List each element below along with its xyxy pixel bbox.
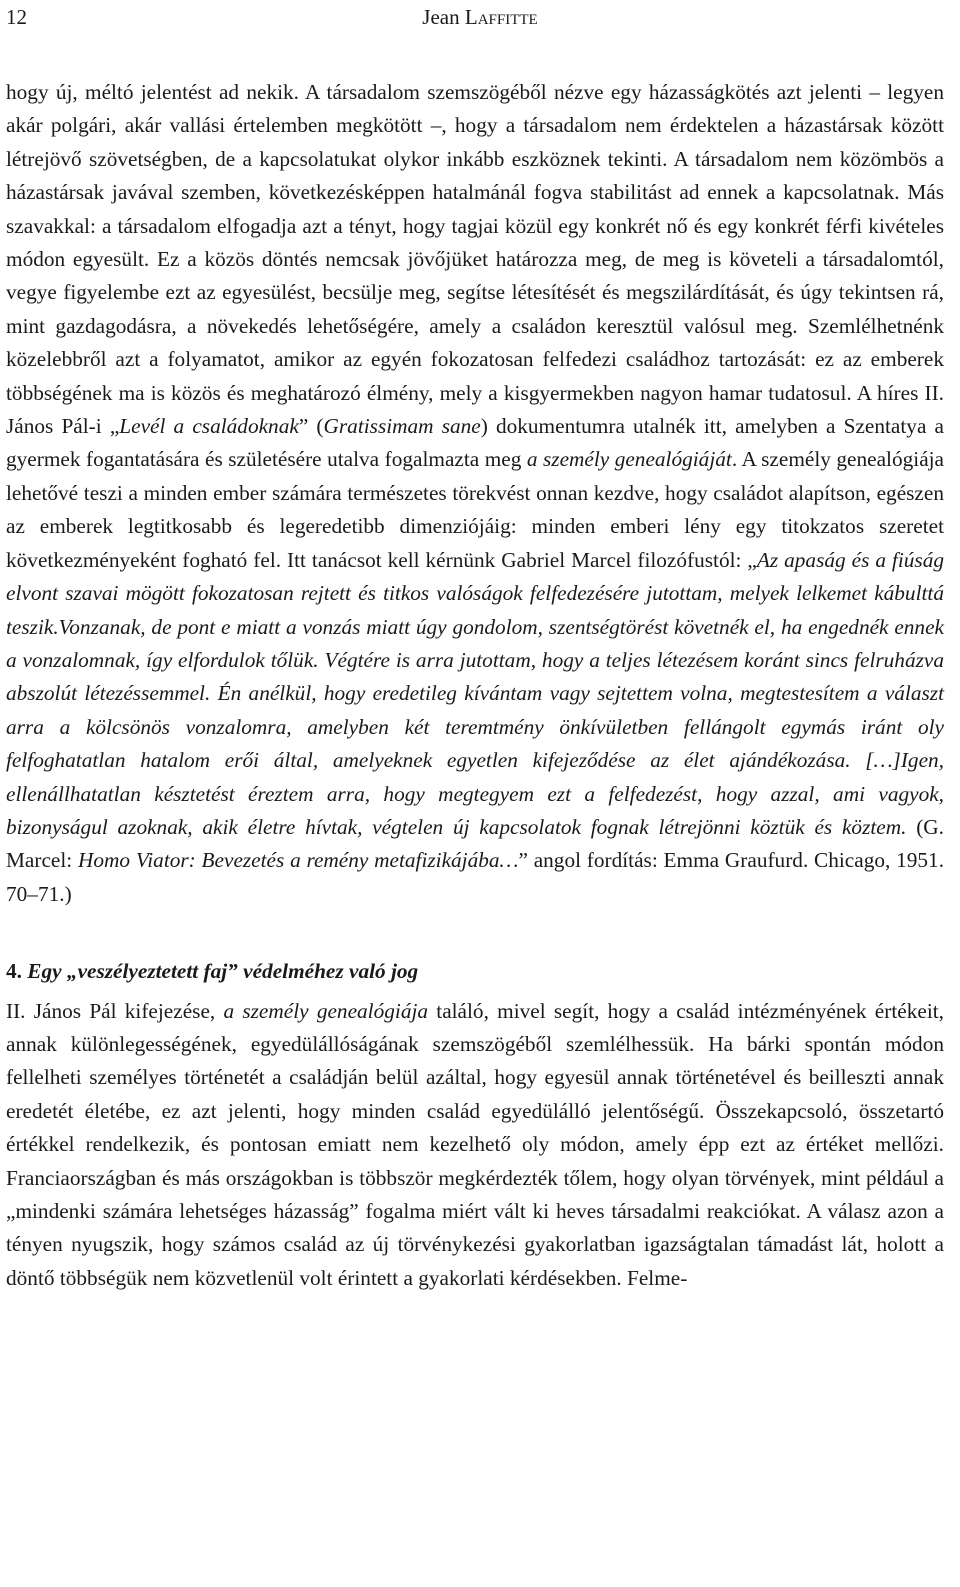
text-run: ” angol fordítás: Emma Graufurd. Chicago, 1951. 70–71.) <box>6 848 945 906</box>
emphasis-italic: a személy genealógiája <box>223 998 429 1023</box>
author-first-name: Jean <box>422 5 465 29</box>
page-header <box>0 4 960 40</box>
section-heading <box>6 955 944 988</box>
text-run: ) dokumentumra utalnék itt, amelyben a Szentatya a gyermek fogantatására és születésére utalva fogalmazta meg <box>6 414 944 472</box>
emphasis-italic: a személy genealógiáját <box>526 447 732 472</box>
text-run: (G. Marcel: <box>6 814 945 873</box>
text-run: találó, mivel segít, hogy a család intézményének értékeit, annak különlegességének, egyedülállóságának szemszögéből szemlélhessük. Ha bárki spontán módon fellelheti személyes történetét a családján belül azáltal, hogy egyesül annak történetével és beilleszti annak eredetét életébe, ez azt jelenti, hogy minden család egyedülálló jelentőségű. Összekapcsoló, összetartó értékkel rendelkezik, és pontosan emiatt nem kezelhető oly módon, amely épp ezt az értéket mellőzi. Franciaországban és más országokban is többször megkérdezték tőlem, hogy olyan törvények, mint például a „mindenki számára lehetséges házasság” fogalma miért vált ki heves társadalmi reakciókat. A válasz azon a tényen nyugszik, hogy számos család az új törvénykezési gyakorlatban igazságtalan támadást lát, holott a döntő többségük nem közvetlenül volt érintett a gyakorlati kérdésekben. Felme- <box>6 998 944 1290</box>
marcel-quote: Az apaság és a fiúság elvont szavai mögött fokozatosan rejtett és titkos valóságok felfedezésére jutottam, melyek lelkemet kábulttá teszik.Vonzanak, de pont e miatt a vonzás miatt úgy gondolom, szentségtörést követnék el, ha engednék ennek a vonzalomnak, így elfordulok tőlük. Végtére is arra jutottam, hogy a teljes létezésem koránt sincs felruházva abszolút létezéssemmel. Én anélkül, hogy eredetileg kívántam vagy sejtettem volna, megtestesítem a választ arra a kölcsönös vonzalomra, amelyben két teremtmény önkívületben fellángolt egymás iránt oly felfoghatatlan hatalom erői által, amelyeknek egyetlen kifejeződése az élet ajándékozása. […]Igen, ellenállhatatlan késztetést éreztem arra, hogy megtegyem ezt a felfedezést, hogy azzal, ami vagyok, bizonyságul azoknak, akik életre hívtak, végtelen új kapcsolatok fognak létrejönni köztük és köztem. <box>6 547 944 839</box>
text-run: II. János Pál kifejezése, <box>6 998 224 1023</box>
book-title-italic: Homo Viator: Bevezetés a remény metafizikájába… <box>78 848 519 873</box>
page-number: 12 <box>6 5 27 29</box>
section-number: 4. <box>6 959 28 984</box>
section-title: Egy „veszélyeztetett faj” védelméhez való jog <box>27 959 419 984</box>
text-run: ” ( <box>298 414 324 439</box>
document-title-italic: Levél a családoknak <box>119 414 299 439</box>
body-text <box>6 76 944 1295</box>
running-head <box>0 4 960 30</box>
paragraph <box>6 995 944 1296</box>
text-run: hogy új, méltó jelentést ad nekik. A társadalom szemszögéből nézve egy házasságkötés azt jelenti – legyen akár polgári, akár vallási értelemben megkötött –, hogy a társadalom nem érdektelen a házastársak között létrejövő szövetségben, de a kapcsolatukat olykor inkább eszköznek tekinti. A társadalom nem közömbös a házastársak javával szemben, következésképpen hatalmánál fogva stabilitást ad ennek a kapcsolatnak. Más szavakkal: a társadalom elfogadja azt a tényt, hogy tagjai közül egy konkrét nő és egy konkrét férfi kivételes módon egyesült. Ez a közös döntés nemcsak jövőjüket határozza meg, de meg is követeli a társadalomtól, vegye figyelembe ezt az egyesülést, becsülje meg, segítse létesítését és megszilárdítását, és úgy tekintsen rá, mint gazdagodásra, a növekedés lehetőségére, amely a családon keresztül valósul meg. Szemlélhetnénk közelebbről azt a folyamatot, amikor az egyén fokozatosan felfedezi családhoz tartozását: ez az emberek többségének ma is közös és meghatározó élmény, mely a kisgyermekben nagyon hamar tudatosul. A híres II. János Pál-i „ <box>6 80 944 439</box>
paragraph <box>6 76 944 911</box>
author-last-name: Laffitte <box>464 5 538 29</box>
latin-title-italic: Gratissimam sane <box>323 414 481 439</box>
text-run: . A személy genealógiája lehetővé teszi a minden ember számára természetes törekvést onnan kezdve, hogy családot alapítson, egészen az emberek legtitkosabb és legeredetibb dimenziójáig: minden emberi lény egy titokzatos szeretet következményeként fogható fel. Itt tanácsot kell kérnünk Gabriel Marcel filozófustól: „ <box>6 447 945 572</box>
